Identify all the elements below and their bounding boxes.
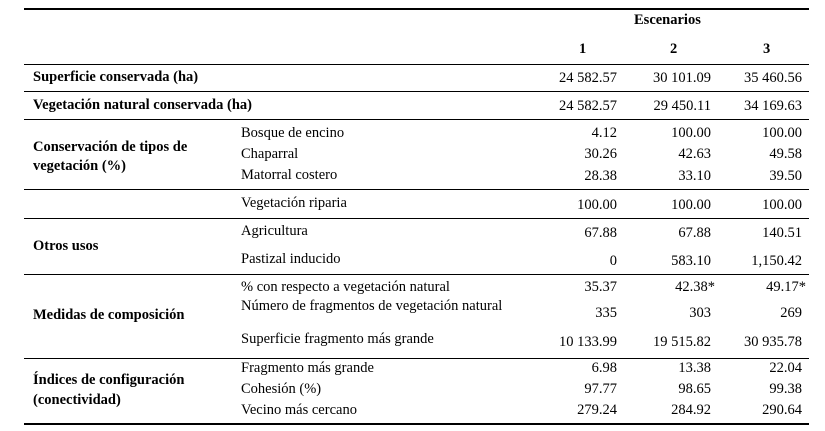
cell-pastizal-2: 583.10	[671, 253, 711, 269]
sub-label-chaparral: Chaparral	[241, 146, 299, 162]
cell-porcentaje-1: 35.37	[584, 279, 617, 295]
cell-vegetacion-2: 29 450.11	[653, 98, 711, 114]
header-escenarios: Escenarios	[634, 12, 701, 28]
row-label-superficie: Superficie conservada (ha)	[33, 69, 199, 85]
header-col-3: 3	[763, 41, 771, 57]
row-label-vegetacion: Vegetación natural conservada (ha)	[33, 97, 252, 113]
cell-chaparral-2: 42.63	[678, 146, 711, 162]
cell-cohesion-2: 98.65	[678, 381, 711, 397]
rule-after-riparia	[24, 218, 809, 219]
cell-fragmento-grande-3: 22.04	[769, 360, 802, 376]
sub-label-agricultura: Agricultura	[241, 223, 308, 239]
sub-label-bosque: Bosque de encino	[241, 125, 345, 141]
sub-label-matorral: Matorral costero	[241, 167, 338, 183]
cell-agricultura-2: 67.88	[678, 225, 711, 241]
cell-fragmentos-3: 269	[780, 305, 802, 321]
cell-cohesion-3: 99.38	[769, 381, 802, 397]
cell-cohesion-1: 97.77	[584, 381, 617, 397]
cell-superficie-fragmento-2: 19 515.82	[653, 334, 711, 350]
cell-riparia-1: 100.00	[577, 197, 617, 213]
cell-superficie-fragmento-1: 10 133.99	[559, 334, 617, 350]
cell-porcentaje-2: 42.38*	[675, 279, 715, 295]
cell-fragmentos-1: 335	[595, 305, 617, 321]
rule-after-medidas	[24, 358, 809, 359]
sub-label-porcentaje: % con respecto a vegetación natural	[241, 279, 450, 295]
sub-label-pastizal: Pastizal inducido	[241, 251, 341, 267]
cell-porcentaje-3: 49.17*	[766, 279, 806, 295]
cell-pastizal-3: 1,150.42	[751, 253, 802, 269]
sub-label-fragmentos: Número de fragmentos de vegetación natural	[241, 298, 503, 314]
cell-fragmento-grande-2: 13.38	[678, 360, 711, 376]
rule-top	[24, 8, 809, 10]
row-label-tipos-line1: Conservación de tipos de	[33, 139, 188, 155]
sub-label-riparia: Vegetación riparia	[241, 195, 347, 211]
rule-after-vegetacion	[24, 119, 809, 120]
rule-after-otros	[24, 274, 809, 275]
row-label-indices-line2: (conectividad)	[33, 392, 121, 408]
cell-superficie-3: 35 460.56	[744, 70, 802, 86]
cell-matorral-3: 39.50	[769, 168, 802, 184]
cell-fragmento-grande-1: 6.98	[591, 360, 617, 376]
header-col-2: 2	[670, 41, 678, 57]
cell-vecino-2: 284.92	[671, 402, 711, 418]
cell-vecino-1: 279.24	[577, 402, 617, 418]
cell-bosque-1: 4.12	[591, 125, 617, 141]
sub-label-cohesion: Cohesión (%)	[241, 381, 322, 397]
header-col-1: 1	[579, 41, 587, 57]
row-label-medidas: Medidas de composición	[33, 307, 185, 323]
cell-superficie-fragmento-3: 30 935.78	[744, 334, 802, 350]
cell-agricultura-3: 140.51	[762, 225, 802, 241]
cell-superficie-2: 30 101.09	[653, 70, 711, 86]
cell-fragmentos-2: 303	[689, 305, 711, 321]
cell-pastizal-1: 0	[609, 253, 617, 269]
cell-bosque-2: 100.00	[671, 125, 711, 141]
rule-after-tipos	[24, 189, 809, 190]
row-label-indices-line1: Índices de configuración	[33, 372, 185, 388]
cell-vegetacion-1: 24 582.57	[559, 98, 617, 114]
rule-bottom	[24, 423, 809, 425]
cell-chaparral-1: 30.26	[584, 146, 617, 162]
sub-label-fragmento-grande: Fragmento más grande	[241, 360, 374, 376]
sub-label-vecino: Vecino más cercano	[241, 402, 357, 418]
cell-riparia-2: 100.00	[671, 197, 711, 213]
cell-vegetacion-3: 34 169.63	[744, 98, 802, 114]
cell-chaparral-3: 49.58	[769, 146, 802, 162]
cell-matorral-2: 33.10	[678, 168, 711, 184]
row-label-tipos-line2: vegetación (%)	[33, 158, 127, 174]
cell-superficie-1: 24 582.57	[559, 70, 617, 86]
cell-agricultura-1: 67.88	[584, 225, 617, 241]
cell-matorral-1: 28.38	[584, 168, 617, 184]
row-label-otros: Otros usos	[33, 238, 99, 254]
rule-after-superficie	[24, 91, 809, 92]
cell-bosque-3: 100.00	[762, 125, 802, 141]
cell-riparia-3: 100.00	[762, 197, 802, 213]
rule-under-header	[24, 64, 809, 65]
sub-label-superficie-fragmento: Superficie fragmento más grande	[241, 331, 434, 347]
cell-vecino-3: 290.64	[762, 402, 802, 418]
